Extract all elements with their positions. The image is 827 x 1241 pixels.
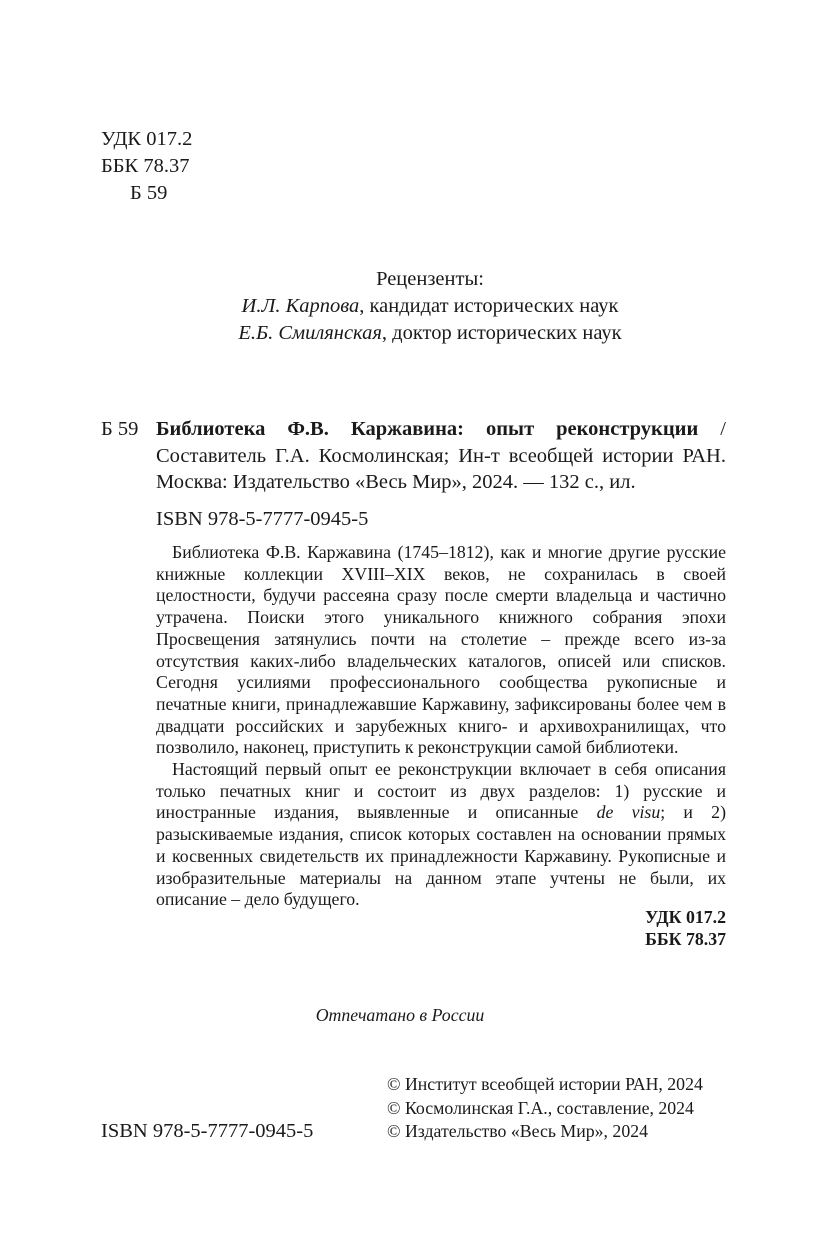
- bbk-code-right: ББК 78.37: [645, 929, 726, 949]
- isbn-bottom: ISBN 978-5-7777-0945-5: [101, 1120, 314, 1142]
- annotation-paragraph-2-end: ; и 2) разыскиваемые издания, список которых составлен на основании прямых и косвенных свидетельств их принадлежности Каржавину. Рукописные и изобразительные материалы на данном этапе учтены не были, их описание – дело будущего.: [156, 802, 726, 910]
- annotation-paragraph-1: Библиотека Ф.В. Каржавина (1745–1812), как и многие другие русские книжные коллекции XVIII–XIX веков, не сохранилась в своей целостности, будучи рассеяна сразу после смерти владельца и частично утрачена. Поиски этого уникального книжного собрания эпохи Просвещения затянулись почти на столетие – прежде всего из-за отсутствия каких-либо владельческих каталогов, описей или списков. Сегодня усилиями профессионального сообщества рукописные и печатные книги, принадлежавшие Каржавину, зафиксированы более чем в двадцати российских и зарубежных книго- и архивохранилищах, что позволило, наконец, приступить к реконструкции самой библиотеки.: [156, 542, 726, 758]
- annotation: [156, 542, 726, 911]
- reviewer-2-name: Е.Б. Смилянская: [238, 322, 382, 344]
- copyright-2: © Космолинская Г.А., составление, 2024: [387, 1097, 694, 1118]
- annotation-paragraph-2-start: Настоящий первый опыт ее реконструкции включает в себя описания только печатных книг и состоит из двух разделов: 1) русские и иностранные издания, выявленные и описанные: [156, 759, 726, 823]
- copyright-3: © Издательство «Весь Мир», 2024: [387, 1121, 648, 1141]
- annotation-paragraph-2: [156, 759, 726, 911]
- reviewer-1: [150, 293, 710, 320]
- printed-in: Отпечатано в России: [315, 1005, 485, 1025]
- copyrights-block: [387, 1073, 703, 1144]
- udk-code: УДК 017.2: [101, 128, 193, 150]
- reviewers-heading: Рецензенты:: [376, 268, 484, 290]
- catalog-entry: [101, 416, 726, 496]
- classification-block: [101, 126, 192, 207]
- entry-details: / Составитель Г.А. Космолинская; Ин-т всеобщей истории РАН. Москва: Издательство «Весь Мир», 2024. — 132 с., ил.: [156, 418, 726, 493]
- codes-right: [560, 906, 726, 950]
- udk-code-right: УДК 017.2: [645, 907, 726, 927]
- reviewer-2-role: , доктор исторических наук: [381, 322, 622, 344]
- reviewer-2: [150, 320, 710, 347]
- bbk-code: ББК 78.37: [101, 155, 190, 177]
- entry-body: [156, 416, 726, 496]
- copyright-1: © Институт всеобщей истории РАН, 2024: [387, 1074, 703, 1094]
- annotation-de-visu: de visu: [596, 802, 661, 823]
- entry-code: Б 59: [101, 418, 139, 440]
- entry-isbn: ISBN 978-5-7777-0945-5: [156, 508, 369, 530]
- reviewer-1-role: , кандидат исторических наук: [359, 295, 619, 317]
- entry-title: Библиотека Ф.В. Каржавина: опыт реконструкции: [156, 418, 699, 440]
- reviewer-1-name: И.Л. Карпова: [241, 295, 360, 317]
- reviewers-block: [150, 266, 710, 347]
- author-sign: Б 59: [130, 182, 168, 204]
